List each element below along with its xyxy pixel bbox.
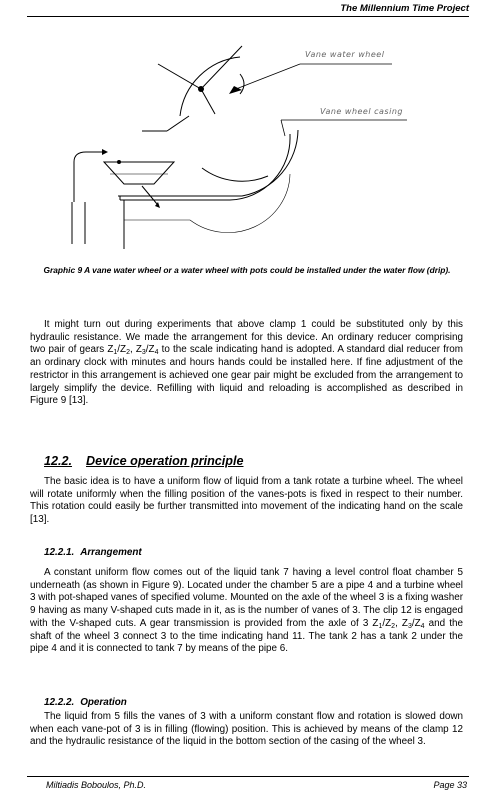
paragraph-basic-idea: The basic idea is to have a uniform flow of liquid from a tank rotate a turbine wheel. The wheel will rotate uniformly when the filling position of the vanes-pots is fixed in respect to their number. This rotation could easily be further transmitted into movement of the indicating hand on the scale [13].	[30, 476, 463, 526]
wheel-arc	[180, 57, 268, 181]
footer-rule	[27, 776, 469, 777]
header-rule	[27, 16, 469, 17]
subsection-heading-operation: 12.2.2. Operation	[44, 697, 127, 708]
paragraph-gear-reducer: It might turn out during experiments that above clamp 1 could be substituted only by this hydraulic resistance. We made the arrangement for this device. An ordinary reducer comprising two pair of gears $Z_1/Z_2$, $Z_3/Z_4$ to the scale indicating hand is adopted. A standard dial reducer from an ordinary clock with minutes and hours hands could be installed here. If fine adjustment of the restrictor in this arrangement is achieved one gear pair might be excluded from the arrangement to largely simplify the device. Refilling with liquid and reloading is accomplished as described in Figure 9 [13].	[30, 319, 463, 407]
wheel-casing	[120, 134, 290, 249]
subsection-heading-arrangement: 12.2.1. Arrangement	[44, 547, 142, 558]
figure-caption: Graphic 9 A vane water wheel or a water wheel with pots could be installed under the water flow (drip).	[43, 265, 451, 275]
label-vane-wheel-casing: Vane wheel casing	[320, 107, 403, 116]
label-vane-water-wheel: Vane water wheel	[305, 50, 385, 59]
section-heading	[44, 454, 243, 468]
footer-page-number: Page 33	[433, 780, 467, 790]
footer-author: Miltiadis Boboulos, Ph.D.	[46, 780, 147, 790]
pot-vane	[104, 162, 174, 184]
wheel-vane-top	[158, 46, 242, 89]
paragraph-operation: The liquid from 5 fills the vanes of 3 with a uniform constant flow and rotation is slowed down when each vane-pot of 3 is in filling (flowing) position. This is achieved by means of the clamp 12 and the hydraulic resistance of the liquid in the bottom section of the casing of the wheel 3.	[30, 711, 463, 748]
section-number: 12.2.	[44, 454, 73, 468]
drip-spout	[74, 152, 102, 202]
section-title: Device operation principle	[86, 454, 244, 468]
paragraph-arrangement: A constant uniform flow comes out of the liquid tank 7 having a level control float chamber 5 underneath (as shown in Figure 9). Located under the chamber 5 are a pipe 4 and a turbine wheel 3 with pot-shaped vanes of specified volume. Mounted on the axle of the wheel 3 is a fixing washer 9 having as many V-shaped cuts made in it, as is the number of vanes of 3. The clip 12 is engaged with the V-shaped cuts. A gear transmission is provided from the axle of 3 $Z_1/Z_2$, $Z_3/Z_4$ and the shaft of the wheel 3 connect 3 to the time indicating hand 11. The tank 2 has a tank 2 under the pipe 4 and it is connected to tank 7 by means of the pipe 6.	[30, 567, 463, 655]
vane-wheel-diagram	[62, 34, 432, 249]
running-header: The Millennium Time Project	[340, 3, 469, 14]
